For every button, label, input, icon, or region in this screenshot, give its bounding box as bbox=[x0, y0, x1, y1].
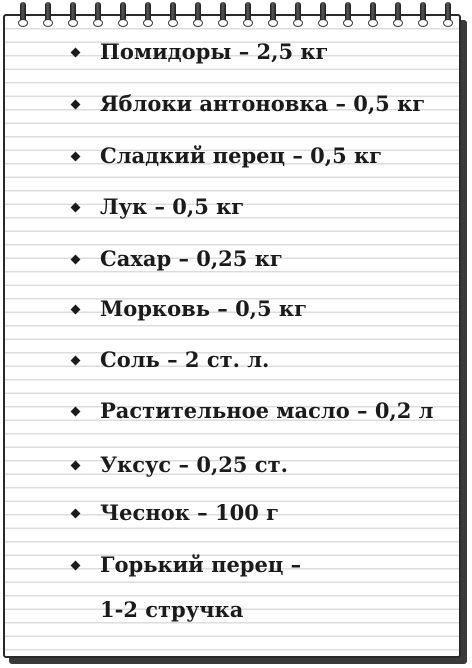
spiral-ring bbox=[345, 2, 351, 26]
spiral-ring bbox=[95, 2, 101, 26]
spiral-ring bbox=[170, 2, 176, 26]
spiral-ring bbox=[45, 2, 51, 26]
spiral-ring bbox=[120, 2, 126, 26]
spiral-ring bbox=[370, 2, 376, 26]
list-item: Лук – 0,5 кг bbox=[100, 194, 245, 219]
spiral-ring bbox=[395, 2, 401, 26]
list-item: Сахар – 0,25 кг bbox=[100, 246, 283, 271]
list-item: Чеснок – 100 г bbox=[100, 500, 280, 525]
spiral-ring bbox=[445, 2, 451, 26]
spiral-binding bbox=[14, 2, 454, 28]
list-item: Яблоки антоновка – 0,5 кг bbox=[100, 91, 426, 116]
list-item: Сладкий перец – 0,5 кг bbox=[100, 143, 383, 168]
spiral-ring bbox=[220, 2, 226, 26]
spiral-ring bbox=[145, 2, 151, 26]
list-item: Уксус – 0,25 ст. bbox=[100, 452, 288, 477]
spiral-ring bbox=[195, 2, 201, 26]
list-item: Горький перец – bbox=[100, 552, 302, 577]
list-item: Морковь – 0,5 кг bbox=[100, 296, 307, 321]
spiral-ring bbox=[320, 2, 326, 26]
spiral-ring bbox=[245, 2, 251, 26]
spiral-ring bbox=[70, 2, 76, 26]
list-item: Соль – 2 ст. л. bbox=[100, 347, 270, 372]
spiral-ring bbox=[420, 2, 426, 26]
list-item-continuation: 1-2 стручка bbox=[100, 597, 244, 622]
list-item: Помидоры – 2,5 кг bbox=[100, 39, 329, 64]
spiral-ring bbox=[270, 2, 276, 26]
list-item: Растительное масло – 0,2 л bbox=[100, 398, 434, 423]
spiral-ring bbox=[295, 2, 301, 26]
spiral-ring bbox=[20, 2, 26, 26]
